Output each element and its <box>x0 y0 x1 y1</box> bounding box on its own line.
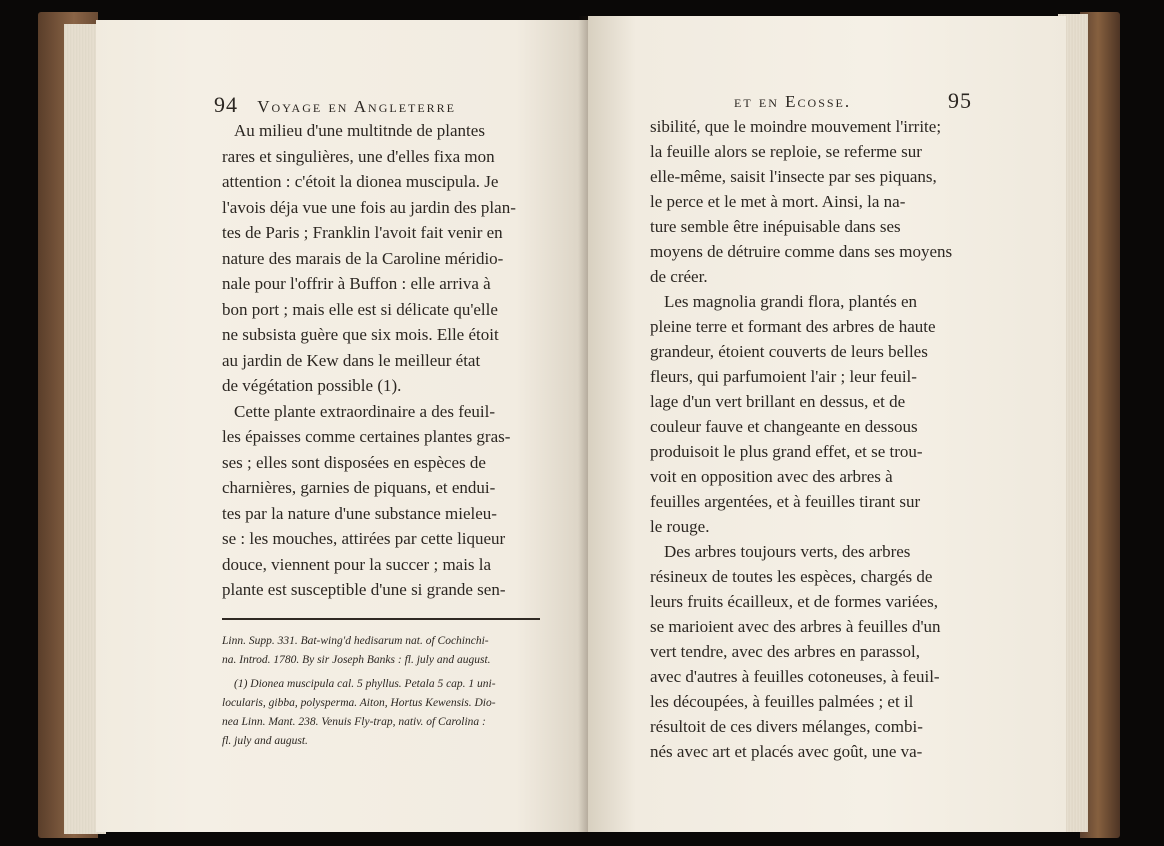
text-line: nale pour l'offrir à Buffon : elle arriva à <box>222 274 491 293</box>
text-line: Les magnolia grandi flora, plantés en <box>664 292 918 311</box>
text-line: rares et singulières, une d'elles fixa mon <box>222 147 495 166</box>
text-line: tes de Paris ; Franklin l'avoit fait venir en <box>222 223 503 242</box>
running-head: Voyage en Angleterre <box>257 97 457 116</box>
text-line: l'avois déja vue une fois au jardin des plan- <box>222 198 516 217</box>
footnote-line: nea Linn. Mant. 238. Venuis Fly-trap, nativ. of Carolina : <box>222 716 486 728</box>
text-line: leurs fruits écailleux, et de formes variées, <box>650 592 938 611</box>
right-page <box>588 16 1066 832</box>
text-line: ses ; elles sont disposées en espèces de <box>222 453 486 472</box>
text-line: nés avec art et placés avec goût, une va- <box>650 742 923 761</box>
text-line: sibilité, que le moindre mouvement l'irrite; <box>650 117 942 136</box>
text-line: ne subsista guère que six mois. Elle étoit <box>222 325 499 344</box>
page-number: 94 <box>214 92 238 117</box>
left-page-header <box>214 92 456 118</box>
left-page <box>96 20 590 832</box>
footnote-line: locularis, gibba, polysperma. Aiton, Hortus Kewensis. Dio- <box>222 697 496 709</box>
text-line: la feuille alors se reploie, se referme sur <box>650 142 922 161</box>
footnote-line: fl. july and august. <box>222 735 308 747</box>
text-line: fleurs, qui parfumoient l'air ; leur feuil- <box>650 367 917 386</box>
page-number: 95 <box>948 88 972 113</box>
text-line: tes par la nature d'une substance mieleu- <box>222 504 497 523</box>
text-line: moyens de détruire comme dans ses moyens <box>650 242 953 261</box>
text-line: avec d'autres à feuilles cotoneuses, à feuil- <box>650 667 940 686</box>
text-line: se marioient avec des arbres à feuilles d'un <box>650 617 941 636</box>
text-line: les découpées, à feuilles palmées ; et il <box>650 692 914 711</box>
text-line: bon port ; mais elle est si délicate qu'elle <box>222 300 498 319</box>
text-line: elle-même, saisit l'insecte par ses piquans, <box>650 167 937 186</box>
text-line: feuilles argentées, et à feuilles tirant sur <box>650 492 921 511</box>
text-line: de végétation possible (1). <box>222 376 402 395</box>
text-line: le rouge. <box>650 517 710 536</box>
text-line: charnières, garnies de piquans, et endui- <box>222 478 496 497</box>
text-line: voit en opposition avec des arbres à <box>650 467 893 486</box>
text-line: le perce et le met à mort. Ainsi, la na- <box>650 192 906 211</box>
text-line: grandeur, étoient couverts de leurs belles <box>650 342 928 361</box>
text-line: Des arbres toujours verts, des arbres <box>664 542 911 561</box>
text-line: pleine terre et formant des arbres de haute <box>650 317 936 336</box>
text-line: de créer. <box>650 267 708 286</box>
text-line: produisoit le plus grand effet, et se trou- <box>650 442 923 461</box>
text-line: plante est susceptible d'une si grande sen- <box>222 580 506 599</box>
footnote-line: na. Introd. 1780. By sir Joseph Banks : fl. july and august. <box>222 654 491 666</box>
text-line: attention : c'étoit la dionea muscipula. Je <box>222 172 499 191</box>
text-line: lage d'un vert brillant en dessus, et de <box>650 392 906 411</box>
text-line: ture semble être inépuisable dans ses <box>650 217 901 236</box>
text-line: couleur fauve et changeante en dessous <box>650 417 918 436</box>
footnote-line: (1) Dionea muscipula cal. 5 phyllus. Petala 5 cap. 1 uni- <box>234 678 496 690</box>
text-line: Cette plante extraordinaire a des feuil- <box>234 402 496 421</box>
text-line: se : les mouches, attirées par cette liqueur <box>222 529 506 548</box>
text-line: vert tendre, avec des arbres en parassol, <box>650 642 920 661</box>
footnote-rule <box>222 618 540 620</box>
text-line: nature des marais de la Caroline méridio- <box>222 249 504 268</box>
footnote-line: Linn. Supp. 331. Bat-wing'd hedisarum nat. of Cochinchi- <box>222 635 489 647</box>
text-line: au jardin de Kew dans le meilleur état <box>222 351 481 370</box>
text-line: résineux de toutes les espèces, chargés de <box>650 567 933 586</box>
text-line: les épaisses comme certaines plantes gras- <box>222 427 511 446</box>
text-line: douce, viennent pour la succer ; mais la <box>222 555 492 574</box>
text-line: résultoit de ces divers mélanges, combi- <box>650 717 923 736</box>
right-page-header <box>734 92 851 112</box>
text-line: Au milieu d'une multitnde de plantes <box>234 121 485 140</box>
running-head: et en Ecosse. <box>734 92 852 111</box>
